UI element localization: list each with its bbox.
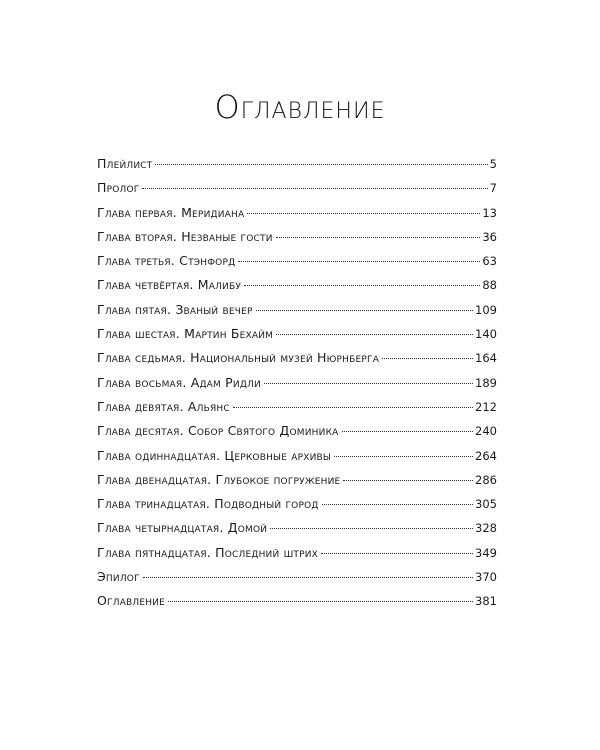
toc-entry-chapter-14[interactable] [97, 520, 497, 544]
toc-page-number: 381 [475, 594, 497, 609]
toc-page-number: 109 [475, 302, 497, 317]
toc-entry-chapter-8[interactable] [97, 375, 497, 399]
toc-entry-label: Пролог [97, 180, 140, 196]
toc-entry-label: Глава первая. Меридиана [97, 204, 245, 220]
toc-page-number: 349 [475, 545, 497, 560]
toc-entry-label: Оглавление [97, 593, 166, 609]
toc-entry-playlist[interactable] [97, 156, 497, 180]
toc-page-number: 63 [482, 254, 497, 269]
toc-entry-label: Глава третья. Стэнфорд [97, 253, 236, 269]
toc-entry-label: Глава шестая. Мартин Бехайм [97, 326, 274, 342]
toc-leader-dots [276, 334, 473, 335]
table-of-contents [97, 156, 497, 618]
toc-page-number: 286 [475, 472, 497, 487]
toc-leader-dots [264, 383, 473, 384]
toc-leader-dots [322, 504, 473, 505]
toc-entry-label: Глава пятнадцатая. Последний штрих [97, 544, 319, 560]
toc-leader-dots [334, 456, 473, 457]
toc-page-number: 212 [475, 399, 497, 414]
toc-entry-chapter-10[interactable] [97, 423, 497, 447]
toc-entry-label: Глава десятая. Собор Святого Доминика [97, 423, 339, 439]
toc-page-number: 36 [482, 229, 497, 244]
toc-leader-dots [238, 261, 480, 262]
toc-leader-dots [168, 601, 473, 602]
toc-page-number: 264 [475, 448, 497, 463]
toc-entry-prologue[interactable] [97, 180, 497, 204]
toc-page-number: 328 [475, 521, 497, 536]
toc-entry-chapter-13[interactable] [97, 496, 497, 520]
toc-entry-contents[interactable] [97, 593, 497, 617]
toc-leader-dots [143, 577, 473, 578]
toc-leader-dots [256, 310, 473, 311]
toc-entry-label: Глава одиннадцатая. Церковные архивы [97, 447, 332, 463]
toc-page-number: 140 [475, 327, 497, 342]
page-title: Оглавление [214, 88, 386, 126]
toc-page-number: 240 [475, 424, 497, 439]
toc-leader-dots [142, 188, 487, 189]
toc-leader-dots [321, 553, 473, 554]
toc-page-number: 13 [482, 205, 497, 220]
toc-entry-label: Глава двенадцатая. Глубокое погружение [97, 471, 341, 487]
toc-entry-label: Глава четвёртая. Малибу [97, 277, 242, 293]
toc-page-number: 305 [475, 497, 497, 512]
toc-leader-dots [244, 285, 480, 286]
toc-entry-label: Глава тринадцатая. Подводный город [97, 496, 319, 512]
toc-entry-label: Плейлист [97, 156, 153, 171]
toc-entry-label: Глава седьмая. Национальный музей Нюрнберга [97, 350, 380, 366]
toc-leader-dots [342, 431, 474, 432]
toc-page-number: 164 [475, 351, 497, 366]
toc-leader-dots [270, 528, 473, 529]
toc-entry-epilogue[interactable] [97, 569, 497, 593]
toc-entry-chapter-9[interactable] [97, 399, 497, 423]
toc-leader-dots [247, 213, 480, 214]
toc-leader-dots [276, 237, 481, 238]
toc-page-number: 7 [489, 181, 497, 196]
toc-entry-chapter-4[interactable] [97, 277, 497, 301]
toc-entry-chapter-3[interactable] [97, 253, 497, 277]
toc-entry-label: Глава восьмая. Адам Ридли [97, 374, 261, 390]
toc-entry-label: Глава девятая. Альянс [97, 398, 230, 414]
toc-entry-chapter-7[interactable] [97, 350, 497, 374]
toc-entry-chapter-2[interactable] [97, 229, 497, 253]
toc-entry-chapter-1[interactable] [97, 205, 497, 229]
toc-entry-chapter-5[interactable] [97, 302, 497, 326]
toc-page-number: 370 [475, 570, 497, 585]
toc-entry-chapter-12[interactable] [97, 472, 497, 496]
toc-leader-dots [233, 407, 473, 408]
toc-page-number: 5 [489, 157, 497, 171]
toc-page-number: 189 [475, 375, 497, 390]
toc-entry-label: Глава вторая. Незваные гости [97, 228, 273, 244]
toc-leader-dots [382, 358, 473, 359]
toc-entry-chapter-6[interactable] [97, 326, 497, 350]
toc-entry-chapter-15[interactable] [97, 545, 497, 569]
toc-leader-dots [155, 164, 487, 165]
toc-entry-chapter-11[interactable] [97, 448, 497, 472]
toc-entry-label: Глава четырнадцатая. Домой [97, 520, 268, 536]
toc-leader-dots [343, 480, 473, 481]
toc-page-number: 88 [482, 278, 497, 293]
toc-entry-label: Глава пятая. Званый вечер [97, 301, 253, 317]
toc-entry-label: Эпилог [97, 569, 140, 585]
